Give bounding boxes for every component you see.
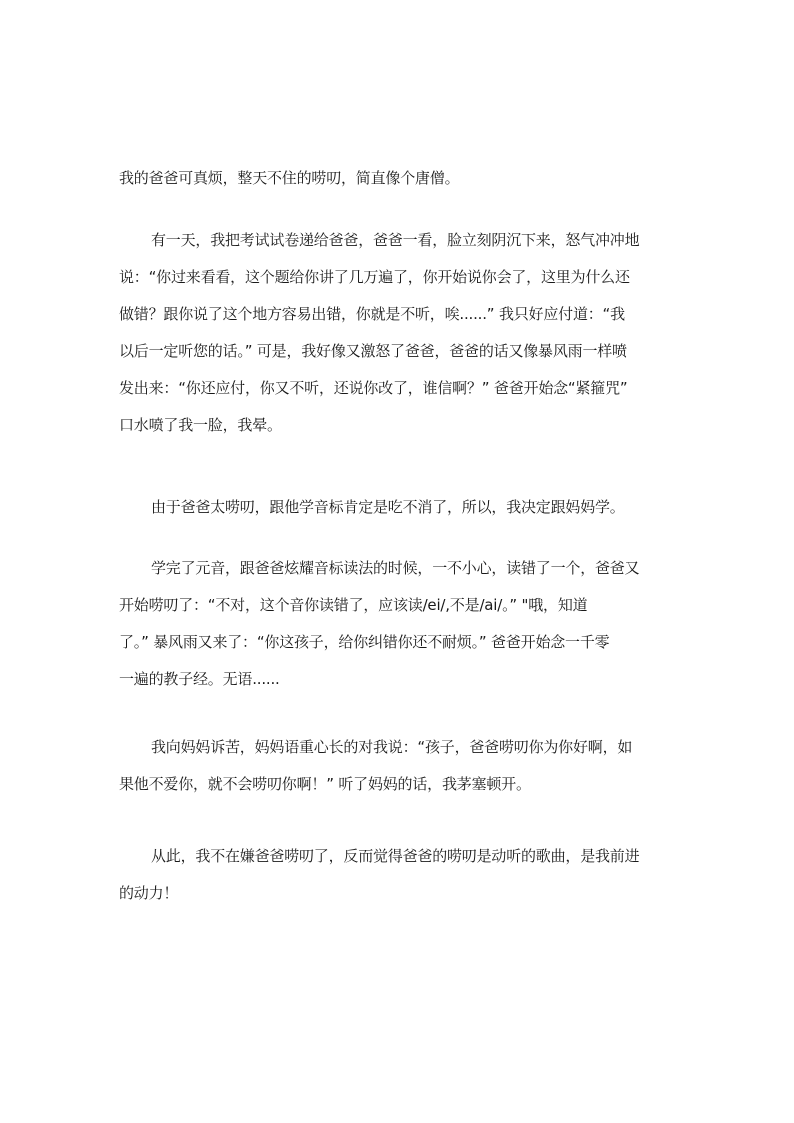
paragraph-exam-story bbox=[119, 222, 679, 444]
text-line: 我的爸爸可真烦，整天不住的唠叨，简直像个唐僧。 bbox=[119, 169, 460, 187]
text-line: 一遍的教子经。无语...... bbox=[119, 670, 280, 688]
paragraph-phonetics-decision bbox=[119, 489, 679, 526]
paragraph-conclusion bbox=[119, 838, 679, 912]
text-line: 我向妈妈诉苦，妈妈语重心长的对我说：“孩子，爸爸唠叨你为你好啊，如 bbox=[151, 738, 633, 756]
text-line: 口水喷了我一脸，我晕。 bbox=[119, 416, 282, 434]
text-line: 由于爸爸太唠叨，跟他学音标肯定是吃不消了，所以，我决定跟妈妈学。 bbox=[151, 498, 625, 516]
text-line: 发出来：“你还应付，你又不听，还说你改了，谁信啊？” 爸爸开始念“紧箍咒” bbox=[119, 379, 628, 397]
text-line: 果他不爱你，就不会唠叨你啊！” 听了妈妈的话，我茅塞顿开。 bbox=[119, 775, 531, 793]
text-line: 开始唠叨了：“不对，这个音你读错了，应该读/ei/,不是/ai/。” "哦，知道 bbox=[119, 596, 588, 614]
paragraph-intro bbox=[119, 160, 679, 197]
paragraph-vowels bbox=[119, 550, 679, 698]
text-line: 以后一定听您的话。” 可是，我好像又激怒了爸爸，爸爸的话又像暴风雨一样喷 bbox=[119, 342, 627, 360]
paragraph-mother-advice bbox=[119, 729, 679, 803]
text-line: 有一天，我把考试试卷递给爸爸，爸爸一看，脸立刻阴沉下来，怒气冲冲地 bbox=[151, 231, 640, 249]
text-line: 学完了元音，跟爸爸炫耀音标读法的时候，一不小心，读错了一个，爸爸又 bbox=[151, 559, 640, 577]
text-line: 说：“你过来看看，这个题给你讲了几万遍了，你开始说你会了，这里为什么还 bbox=[119, 268, 630, 286]
text-line: 从此，我不在嫌爸爸唠叨了，反而觉得爸爸的唠叨是动听的歌曲，是我前进 bbox=[151, 847, 640, 865]
text-line: 的动力！ bbox=[119, 884, 179, 902]
text-line: 了。” 暴风雨又来了：“你这孩子，给你纠错你还不耐烦。” 爸爸开始念一千零 bbox=[119, 633, 610, 651]
text-line: 做错？跟你说了这个地方容易出错，你就是不听，唉......” 我只好应付道：“我 bbox=[119, 305, 625, 323]
